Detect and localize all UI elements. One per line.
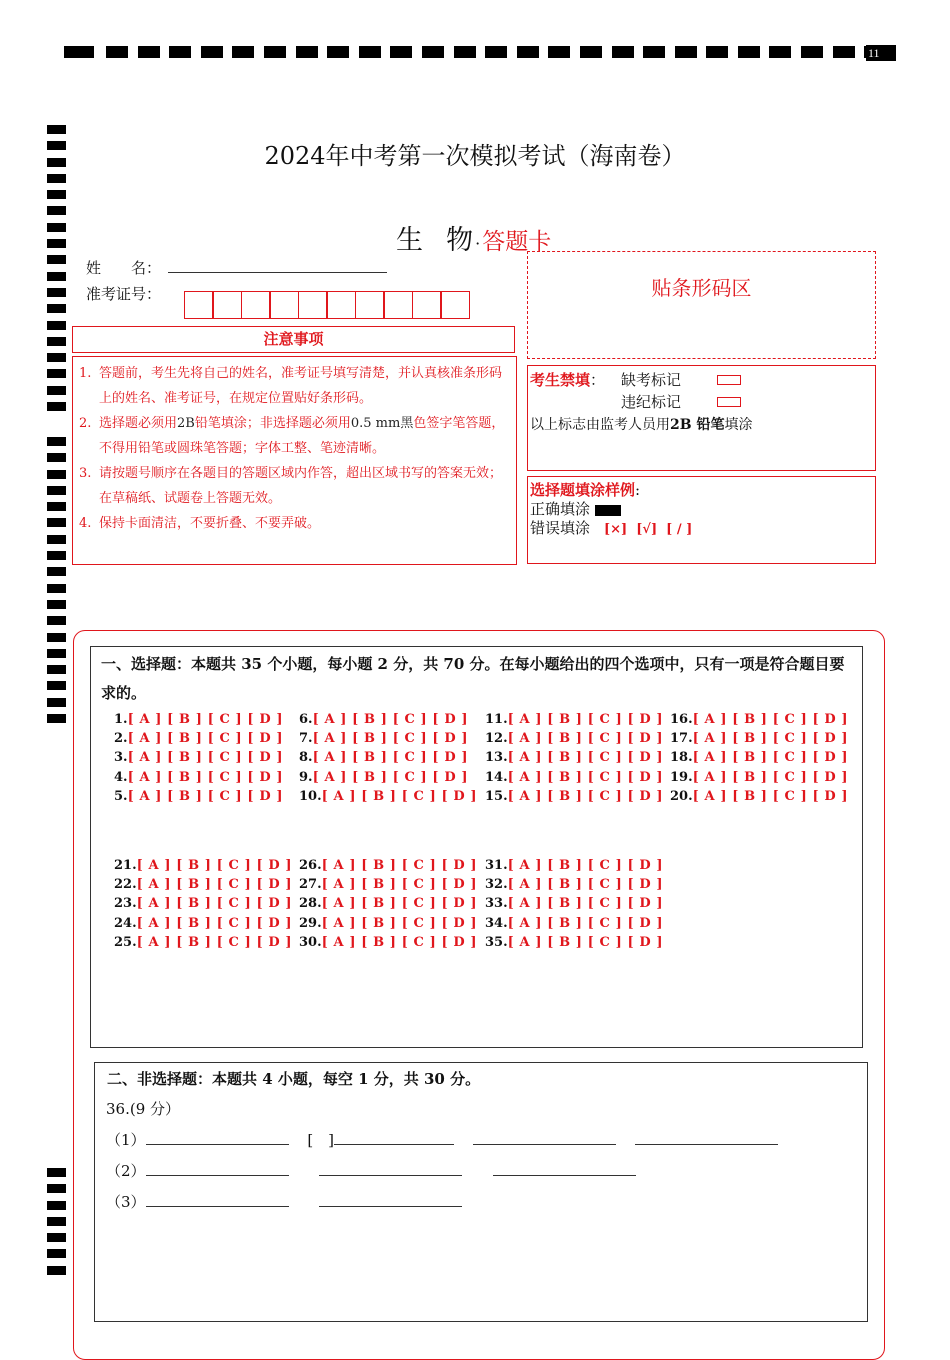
question-number: 20.: [670, 788, 693, 804]
answer-card-label: 答题卡: [482, 229, 552, 255]
timing-mark: [47, 304, 66, 313]
question-column: [299, 710, 477, 806]
answer-options[interactable]: [ A ] [ B ] [ C ] [ D ]: [136, 858, 293, 873]
exam-id-boxes[interactable]: [185, 291, 470, 319]
notice-text-d: 0.5 mm: [350, 416, 401, 431]
exam-id-digit-box[interactable]: [212, 291, 242, 319]
timing-mark: [47, 437, 66, 446]
timing-mark: [47, 502, 66, 511]
question-number: 22.: [114, 877, 137, 893]
forbid-note-a: 以上标志由监考人员用: [530, 417, 670, 433]
wrong-fill-label: 错误填涂: [530, 519, 591, 537]
answer-options[interactable]: [ A ] [ B ] [ C ] [ D ]: [507, 934, 664, 950]
timing-mark: [47, 551, 66, 560]
q36-part1-bracket: [ ]: [307, 1131, 335, 1149]
answer-options[interactable]: [ A ] [ B ] [ C ] [ D ]: [507, 769, 664, 785]
timing-mark: [47, 255, 66, 264]
question-number: 12.: [485, 731, 508, 747]
answer-options[interactable]: [ A ] [ B ] [ C ] [ D ]: [507, 712, 664, 727]
notice-item: [79, 361, 510, 411]
choice-question-row[interactable]: [670, 729, 848, 748]
q36-part2-blank-1[interactable]: [146, 1161, 289, 1176]
id-label: 准考证号：: [86, 285, 162, 303]
q36-part2-blank-3[interactable]: [493, 1161, 636, 1176]
question-column: [114, 856, 292, 952]
notice-num: 2.: [79, 416, 92, 431]
q36-part2-row: [106, 1160, 636, 1181]
timing-mark: [47, 1168, 66, 1177]
answer-options[interactable]: [ A ] [ B ] [ C ] [ D ]: [127, 731, 284, 747]
choice-question-row[interactable]: [485, 933, 663, 952]
choice-question-row[interactable]: [114, 856, 292, 875]
choice-question-row[interactable]: [299, 933, 477, 952]
timing-mark: [47, 288, 66, 297]
answer-options[interactable]: [ A ] [ B ] [ C ] [ D ]: [321, 934, 478, 950]
answer-options[interactable]: [ A ] [ B ] [ C ] [ D ]: [321, 896, 478, 912]
forbid-colon: ：: [590, 371, 606, 389]
timing-mark: [47, 698, 66, 707]
choice-question-row[interactable]: [114, 933, 292, 952]
section1-title: 一、选择题：本题共 35 个小题，每小题 2 分，共 70 分。在每小题给出的四个选项中，只有一项是符合题目要求的。: [101, 655, 845, 702]
exam-id-digit-box[interactable]: [412, 291, 442, 319]
choice-question-row[interactable]: [114, 914, 292, 933]
timing-mark: [47, 616, 66, 625]
answer-options[interactable]: [ A ] [ B ] [ C ] [ D ]: [321, 788, 478, 804]
forbid-heading: [530, 369, 605, 390]
choice-question-row[interactable]: [299, 875, 477, 894]
timing-mark: [47, 714, 66, 723]
timing-mark: [296, 46, 318, 58]
choice-question-row[interactable]: [114, 710, 283, 729]
notice-text-c: 铅笔填涂；非选择题必须用: [194, 416, 351, 431]
timing-mark: [47, 369, 66, 378]
answer-options[interactable]: [ A ] [ B ] [ C ] [ D ]: [127, 788, 284, 804]
forbid-label: 考生禁填: [530, 371, 591, 389]
timing-mark: [47, 272, 66, 281]
choice-question-row[interactable]: [114, 787, 283, 806]
question-number: 6.: [299, 712, 313, 727]
violation-mark-box[interactable]: [717, 397, 741, 407]
timing-mark: [643, 46, 665, 58]
notice-text-a: 选择题必须用: [99, 416, 178, 431]
timing-mark: [47, 1201, 66, 1210]
timing-mark: [47, 470, 66, 479]
choice-question-row[interactable]: [114, 875, 292, 894]
timing-mark: [485, 46, 507, 58]
timing-mark: [47, 1249, 66, 1258]
examinee-forbidden-box: [527, 365, 876, 471]
question-number: 23.: [114, 896, 137, 912]
timing-mark: [47, 239, 66, 248]
question-number: 10.: [299, 788, 322, 804]
answer-options[interactable]: [ A ] [ B ] [ C ] [ D ]: [136, 934, 293, 950]
question-number: 30.: [299, 934, 322, 950]
choice-question-row[interactable]: [299, 710, 477, 729]
answer-options[interactable]: [ A ] [ B ] [ C ] [ D ]: [312, 712, 469, 727]
exam-id-digit-box[interactable]: [269, 291, 299, 319]
timing-mark: [675, 46, 697, 58]
timing-mark: [169, 46, 191, 58]
top-timing-marks: [64, 45, 896, 61]
answer-options[interactable]: [ A ] [ B ] [ C ] [ D ]: [692, 731, 849, 747]
notice-text: 保持卡面清洁，不要折叠、不要弄破。: [99, 516, 321, 531]
notice-num: 1.: [79, 366, 92, 381]
wrong-fill-marks: [×] [√] [ / ]: [604, 522, 693, 537]
question-number: 4.: [114, 769, 128, 785]
timing-mark: [47, 321, 66, 330]
timing-mark: [801, 46, 823, 58]
barcode-area: [527, 251, 876, 359]
question-36-label: 36.(9 分）: [106, 1100, 181, 1118]
correct-fill-row: [530, 498, 621, 519]
question-number: 7.: [299, 731, 313, 747]
timing-mark: [47, 535, 66, 544]
exam-id-digit-box[interactable]: [184, 291, 214, 319]
question-number: 34.: [485, 915, 508, 931]
notice-text-b: 2B: [177, 416, 195, 431]
question-column: [299, 856, 477, 952]
q36-part3-blank-2[interactable]: [319, 1192, 462, 1207]
question-number: 8.: [299, 750, 313, 766]
answer-options[interactable]: [ A ] [ B ] [ C ] [ D ]: [507, 896, 664, 912]
subject-name: 生 物: [396, 225, 476, 256]
timing-mark: [47, 402, 66, 411]
timing-mark: [47, 206, 66, 215]
timing-mark: [47, 1217, 66, 1226]
notice-num: 3.: [79, 466, 92, 481]
q36-part1-blank-1[interactable]: [146, 1130, 289, 1145]
question-number: 19.: [670, 769, 693, 785]
timing-mark: [833, 46, 855, 58]
choice-question-row[interactable]: [670, 710, 848, 729]
left-timing-marks-middle: [47, 437, 66, 730]
q36-part1-row: [106, 1129, 778, 1150]
timing-mark: [47, 584, 66, 593]
question-number: 1.: [114, 712, 128, 727]
timing-mark: [47, 665, 66, 674]
timing-mark: [454, 46, 476, 58]
notice-body: [72, 356, 517, 565]
exam-title: 2024年中考第一次模拟考试（海南卷）: [264, 142, 686, 170]
question-number: 21.: [114, 858, 137, 873]
choice-question-row[interactable]: [670, 787, 848, 806]
answer-options[interactable]: [ A ] [ B ] [ C ] [ D ]: [127, 750, 284, 766]
question-number: 3.: [114, 750, 128, 766]
choice-question-row[interactable]: [299, 787, 477, 806]
choice-question-row[interactable]: [114, 729, 283, 748]
timing-mark: [47, 518, 66, 527]
answer-options[interactable]: [ A ] [ B ] [ C ] [ D ]: [312, 731, 469, 747]
timing-mark: [64, 46, 94, 58]
answer-options[interactable]: [ A ] [ B ] [ C ] [ D ]: [692, 769, 849, 785]
q36-part3-row: [106, 1191, 462, 1212]
left-timing-marks-lower: [47, 1168, 66, 1282]
question-number: 11.: [485, 712, 508, 727]
exam-id-digit-box[interactable]: [298, 291, 328, 319]
timing-mark: [47, 649, 66, 658]
choice-question-row[interactable]: [485, 914, 663, 933]
sample-heading-text: 选择题填涂样例: [530, 481, 636, 499]
timing-mark: [138, 46, 160, 58]
question-number: 18.: [670, 750, 693, 766]
question-number: 17.: [670, 731, 693, 747]
answer-options[interactable]: [ A ] [ B ] [ C ] [ D ]: [507, 915, 664, 931]
forbid-note: [530, 414, 752, 434]
question-number: 29.: [299, 915, 322, 931]
timing-mark: [359, 46, 381, 58]
question-number: 27.: [299, 877, 322, 893]
notice-heading: 注意事项: [72, 326, 515, 353]
choice-question-row[interactable]: [114, 748, 283, 767]
question-number: 31.: [485, 858, 508, 873]
question-number: 2.: [114, 731, 128, 747]
timing-mark: [232, 46, 254, 58]
timing-mark: [106, 46, 128, 58]
choice-question-row[interactable]: [299, 894, 477, 913]
timing-mark: [47, 174, 66, 183]
question-column: [670, 710, 848, 806]
answer-options[interactable]: [ A ] [ B ] [ C ] [ D ]: [127, 712, 284, 727]
timing-mark: [738, 46, 760, 58]
timing-mark: [580, 46, 602, 58]
q36-part1-blank-4[interactable]: [635, 1130, 778, 1145]
exam-id-digit-box[interactable]: [241, 291, 271, 319]
timing-mark: [47, 190, 66, 199]
choice-question-row[interactable]: [299, 914, 477, 933]
name-label: 姓 名：: [86, 259, 162, 277]
timing-mark: [47, 486, 66, 495]
forbid-note-c: 填涂: [724, 417, 753, 433]
choice-question-row[interactable]: [299, 729, 477, 748]
absent-mark-box[interactable]: [717, 375, 741, 385]
choice-question-row[interactable]: [114, 894, 292, 913]
q36-part1-label: （1）: [106, 1131, 146, 1149]
question-number: 15.: [485, 788, 508, 804]
choice-question-row[interactable]: [299, 856, 477, 875]
notice-text-e: 黑: [400, 416, 414, 431]
question-number: 25.: [114, 934, 137, 950]
answer-options[interactable]: [ A ] [ B ] [ C ] [ D ]: [507, 750, 664, 766]
choice-question-row[interactable]: [299, 768, 477, 787]
barcode-label: 贴条形码区: [651, 276, 752, 300]
answer-options[interactable]: [ A ] [ B ] [ C ] [ D ]: [321, 877, 478, 893]
timing-mark: [47, 337, 66, 346]
question-number: 24.: [114, 915, 137, 931]
answer-options[interactable]: [ A ] [ B ] [ C ] [ D ]: [136, 896, 293, 912]
notice-item: [79, 511, 510, 536]
timing-mark: [47, 125, 66, 134]
question-number: 16.: [670, 712, 693, 727]
question-number: 26.: [299, 858, 322, 873]
choice-question-row[interactable]: [670, 748, 848, 767]
question-number: 13.: [485, 750, 508, 766]
exam-id-digit-box[interactable]: [383, 291, 413, 319]
exam-id-digit-box[interactable]: [355, 291, 385, 319]
sample-colon: :: [635, 481, 641, 499]
choice-question-row[interactable]: [485, 787, 663, 806]
timing-mark: [47, 386, 66, 395]
answer-options[interactable]: [ A ] [ B ] [ C ] [ D ]: [507, 788, 664, 804]
answer-options[interactable]: [ A ] [ B ] [ C ] [ D ]: [136, 915, 293, 931]
question-column: [485, 856, 663, 952]
answer-options[interactable]: [ A ] [ B ] [ C ] [ D ]: [321, 858, 478, 873]
question-column: [485, 710, 663, 806]
subject-sep: ·: [475, 234, 483, 253]
correct-fill-mark: [595, 505, 621, 516]
question-number: 14.: [485, 769, 508, 785]
choice-question-row[interactable]: [485, 894, 663, 913]
choice-question-row[interactable]: [114, 768, 283, 787]
choice-question-row[interactable]: [485, 875, 663, 894]
question-number: 5.: [114, 788, 128, 804]
answer-options[interactable]: [ A ] [ B ] [ C ] [ D ]: [692, 750, 849, 766]
timing-mark: [390, 46, 412, 58]
q36-part1-blank-3[interactable]: [473, 1130, 616, 1145]
timing-mark: [264, 46, 286, 58]
timing-mark: [47, 600, 66, 609]
timing-mark: [327, 46, 349, 58]
q36-part2-blank-2[interactable]: [319, 1161, 462, 1176]
choice-question-row[interactable]: [485, 768, 663, 787]
timing-mark: [201, 46, 223, 58]
violation-label: 违纪标记: [621, 393, 682, 411]
answer-options[interactable]: [ A ] [ B ] [ C ] [ D ]: [321, 915, 478, 931]
answer-options[interactable]: [ A ] [ B ] [ C ] [ D ]: [692, 788, 849, 804]
exam-id-digit-box[interactable]: [440, 291, 470, 319]
answer-options[interactable]: [ A ] [ B ] [ C ] [ D ]: [136, 877, 293, 893]
name-field[interactable]: [168, 272, 387, 273]
timing-mark: [47, 1266, 66, 1275]
answer-options[interactable]: [ A ] [ B ] [ C ] [ D ]: [507, 877, 664, 893]
choice-question-row[interactable]: [670, 768, 848, 787]
answer-options[interactable]: [ A ] [ B ] [ C ] [ D ]: [312, 750, 469, 766]
question-number: 35.: [485, 934, 508, 950]
q36-part3-blank-1[interactable]: [146, 1192, 289, 1207]
question-number: 28.: [299, 896, 322, 912]
timing-mark: [47, 681, 66, 690]
wrong-fill-row: [530, 517, 692, 538]
timing-mark: [47, 567, 66, 576]
q36-part2-label: （2）: [106, 1162, 146, 1180]
timing-mark: [47, 1184, 66, 1193]
notice-item: [79, 411, 510, 461]
page-number: 11: [866, 45, 896, 61]
choice-question-row[interactable]: [485, 856, 663, 875]
notice-text: 答题前，考生先将自己的姓名，准考证号填写清楚，并认真核准条形码上的姓名、准考证号，在规定位置贴好条形码。: [99, 366, 503, 406]
choice-question-row[interactable]: [299, 748, 477, 767]
timing-mark: [769, 46, 791, 58]
sample-heading: [530, 479, 640, 500]
timing-mark: [612, 46, 634, 58]
forbid-note-b: 2B 铅笔: [670, 417, 725, 433]
question-number: 32.: [485, 877, 508, 893]
timing-mark: [422, 46, 444, 58]
answer-options[interactable]: [ A ] [ B ] [ C ] [ D ]: [507, 858, 664, 873]
notice-text: 请按题号顺序在各题目的答题区域内作答，超出区域书写的答案无效；在草稿纸、试题卷上答题无效。: [99, 466, 503, 506]
section2-title: 二、非选择题：本题共 4 小题，每空 1 分，共 30 分。: [107, 1070, 481, 1088]
timing-mark: [548, 46, 570, 58]
q36-part1-blank-2[interactable]: [334, 1130, 454, 1145]
timing-mark: [47, 353, 66, 362]
correct-fill-label: 正确填涂: [530, 500, 591, 518]
fill-sample-box: [527, 476, 876, 564]
timing-mark: [517, 46, 539, 58]
timing-mark: [47, 453, 66, 462]
answer-options[interactable]: [ A ] [ B ] [ C ] [ D ]: [127, 769, 284, 785]
answer-options[interactable]: [ A ] [ B ] [ C ] [ D ]: [312, 769, 469, 785]
choice-question-row[interactable]: [485, 729, 663, 748]
choice-question-row[interactable]: [485, 710, 663, 729]
timing-mark: [47, 223, 66, 232]
exam-id-digit-box[interactable]: [326, 291, 356, 319]
notice-text-f: 色签字笔答题，不得用铅笔或圆珠笔答题；字体工整、笔迹清晰。: [99, 416, 505, 456]
answer-options[interactable]: [ A ] [ B ] [ C ] [ D ]: [507, 731, 664, 747]
notice-item: [79, 461, 510, 511]
timing-mark: [47, 1233, 66, 1242]
absent-label: 缺考标记: [621, 371, 682, 389]
timing-mark: [47, 633, 66, 642]
choice-question-row[interactable]: [485, 748, 663, 767]
question-column: [114, 710, 283, 806]
timing-mark: [706, 46, 728, 58]
question-number: 33.: [485, 896, 508, 912]
question-number: 9.: [299, 769, 313, 785]
notice-num: 4.: [79, 516, 92, 531]
answer-options[interactable]: [ A ] [ B ] [ C ] [ D ]: [692, 712, 849, 727]
q36-part3-label: （3）: [106, 1193, 146, 1211]
